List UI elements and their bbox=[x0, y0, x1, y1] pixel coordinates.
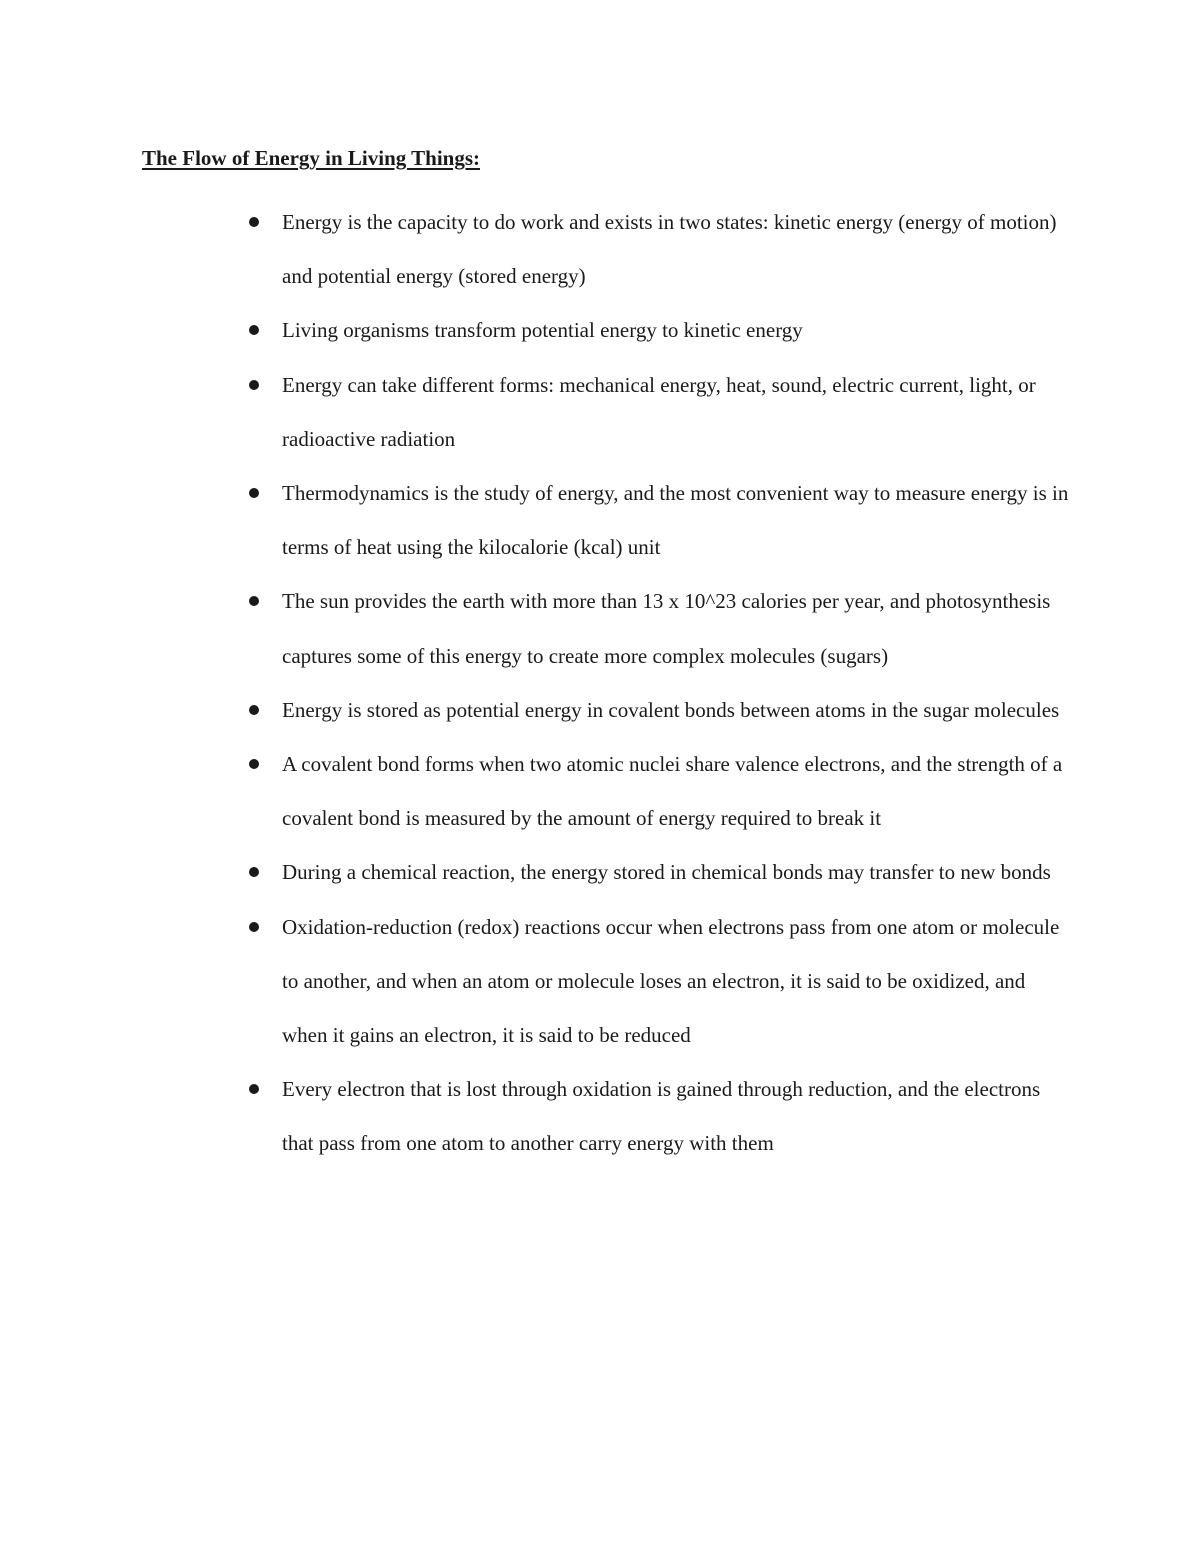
bullet-dot-icon bbox=[249, 325, 259, 335]
bullet-dot-icon bbox=[249, 759, 259, 769]
bullet-text: The sun provides the earth with more than 13 x 10^23 calories per year, and photosynthesis captures some of this energy to create more complex molecules (sugars) bbox=[282, 589, 1051, 668]
bullet-item-7 bbox=[282, 737, 1072, 845]
bullet-dot-icon bbox=[249, 922, 259, 932]
bullet-item-9 bbox=[282, 900, 1072, 1063]
bullet-text: Every electron that is lost through oxidation is gained through reduction, and the electrons that pass from one atom to another carry energy with them bbox=[282, 1077, 1041, 1156]
bullet-item-4 bbox=[282, 466, 1072, 574]
bullet-item-2 bbox=[282, 303, 1072, 357]
bullet-dot-icon bbox=[249, 380, 259, 390]
bullet-dot-icon bbox=[249, 488, 259, 498]
bullet-list bbox=[282, 195, 1072, 1171]
bullet-text: A covalent bond forms when two atomic nuclei share valence electrons, and the strength of a covalent bond is measured by the amount of energy required to break it bbox=[282, 752, 1063, 831]
bullet-item-5 bbox=[282, 574, 1072, 682]
bullet-dot-icon bbox=[249, 596, 259, 606]
bullet-dot-icon bbox=[249, 705, 259, 715]
bullet-item-8 bbox=[282, 845, 1072, 899]
bullet-item-6 bbox=[282, 683, 1072, 737]
bullet-text: Energy is stored as potential energy in covalent bonds between atoms in the sugar molecules bbox=[282, 697, 1060, 722]
bullet-text: Thermodynamics is the study of energy, and the most convenient way to measure energy is in terms of heat using the kilocalorie (kcal) unit bbox=[282, 481, 1069, 560]
bullet-item-10 bbox=[282, 1062, 1072, 1170]
bullet-text: Energy can take different forms: mechanical energy, heat, sound, electric current, light, or radioactive radiation bbox=[282, 372, 1036, 451]
bullet-dot-icon bbox=[249, 867, 259, 877]
bullet-text: Energy is the capacity to do work and exists in two states: kinetic energy (energy of motion) and potential energy (stored energy) bbox=[282, 210, 1057, 289]
bullet-text: Living organisms transform potential energy to kinetic energy bbox=[282, 318, 803, 343]
document-title: The Flow of Energy in Living Things: bbox=[142, 146, 481, 170]
bullet-item-3 bbox=[282, 358, 1072, 466]
bullet-item-1 bbox=[282, 195, 1072, 303]
bullet-dot-icon bbox=[249, 1084, 259, 1094]
bullet-text: During a chemical reaction, the energy stored in chemical bonds may transfer to new bonds bbox=[282, 860, 1051, 885]
bullet-text: Oxidation-reduction (redox) reactions occur when electrons pass from one atom or molecule to another, and when an atom or molecule loses an electron, it is said to be oxidized, and when it gains an electron, it is said to be reduced bbox=[282, 914, 1060, 1048]
bullet-dot-icon bbox=[249, 217, 259, 227]
